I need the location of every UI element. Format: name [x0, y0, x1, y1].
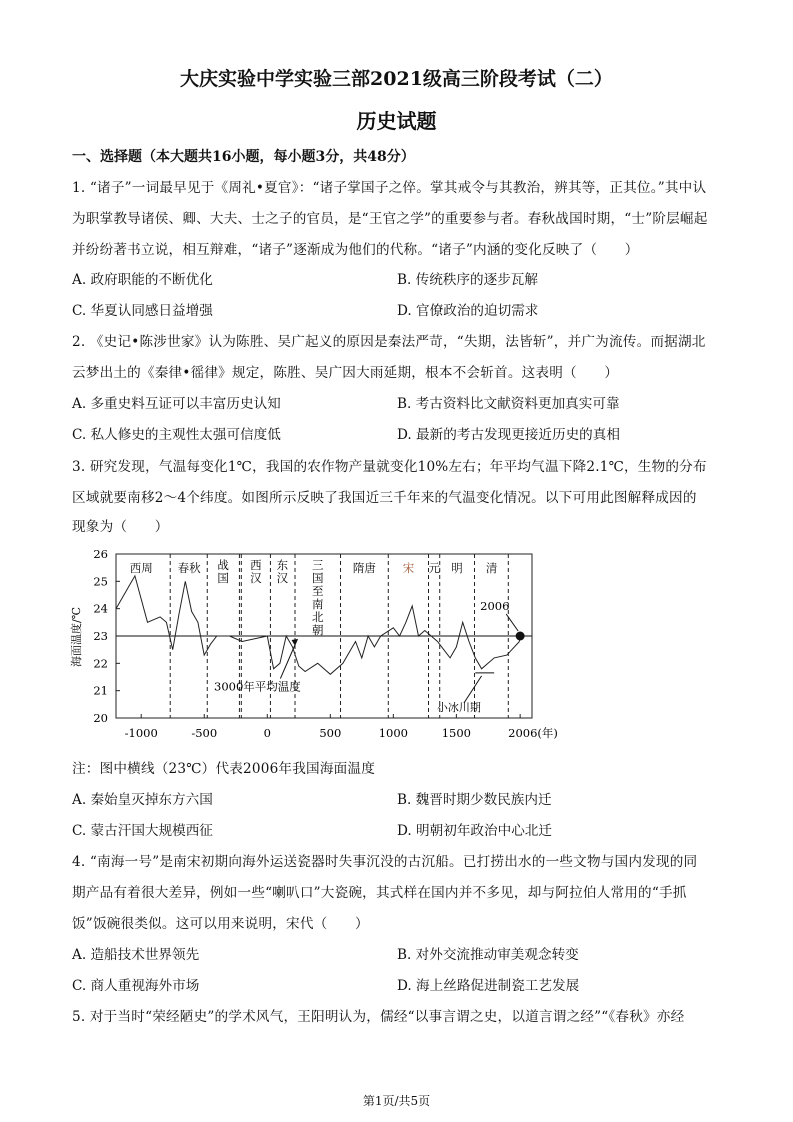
period-label-char: 西: [250, 558, 262, 572]
y-tick-label: 20: [93, 711, 108, 725]
y-tick-label: 22: [93, 656, 108, 671]
question-1-line-2: 为职掌教导诸侯、卿、大夫、士之子的官员，是“王官之学”的重要参与者。春秋战国时期，“士”阶层崛起: [72, 211, 708, 227]
q4-option-b: B. 对外交流推动审美观念转变: [397, 947, 579, 963]
period-label-char: 汉: [276, 571, 289, 585]
q3-option-c: C. 蒙古汗国大规模西征: [72, 823, 213, 839]
question-1-line-3: 并纷纷著书立说，相互辩难，“诸子”逐渐成为他们的代称。“诸子”内涵的变化反映了（ ）: [72, 242, 639, 258]
chart-note: 注：图中横线（23℃）代表2006年我国海面温度: [72, 761, 375, 777]
question-3-line-3: 现象为（ ）: [72, 519, 169, 535]
q3-option-d: D. 明朝初年政治中心北迁: [397, 823, 552, 839]
period-label-char: 国: [217, 571, 229, 585]
page-footer: 第1页/共5页: [362, 1094, 431, 1108]
period-label-vertical: [217, 558, 229, 585]
period-label-char: 至: [311, 584, 324, 598]
q3-option-a: A. 秦始皇灭掉东方六国: [72, 792, 213, 808]
y-tick-label: 26: [93, 547, 108, 561]
q2-option-c: C. 私人修史的主观性太强可信度低: [72, 427, 281, 443]
ice-age-arrow: [464, 676, 482, 703]
q4-option-c: C. 商人重视海外市场: [72, 978, 200, 994]
x-tick-label: 1500: [441, 726, 472, 740]
question-1-line-1: 1. “诸子”一词最早见于《周礼•夏官》：“诸子掌国子之倅。掌其戒令与其教治，辨其等，正其位。”其中认: [72, 180, 707, 196]
q1-option-d: D. 官僚政治的迫切需求: [397, 303, 539, 319]
period-label-char: 东: [276, 558, 289, 572]
baseline-annotation: 3000年平均温度: [214, 679, 301, 694]
period-label: 明: [451, 561, 463, 575]
q1-option-c: C. 华夏认同感日益增强: [72, 303, 213, 319]
period-label: 隋唐: [352, 561, 376, 575]
question-2-line-1: 2. 《史记•陈涉世家》认为陈胜、吴广起义的原因是秦法严苛，“失期，法皆斩”，并广为流传。而据湖北: [72, 334, 706, 350]
y-axis-label: 海面温度/℃: [70, 606, 83, 668]
x-tick-label: 1000: [378, 726, 408, 740]
q2-option-d: D. 最新的考古发现更接近历史的真相: [397, 427, 620, 443]
period-label: 元: [428, 561, 441, 575]
question-5-line-1: 5. 对于当时“荣经陋史”的学术风气，王阳明认为，儒经“以事言谓之史，以道言谓之经”“《春秋》亦经: [72, 1009, 685, 1025]
subject-title: 历史试题: [356, 109, 437, 133]
x-tick-label: 2006(年): [508, 726, 558, 740]
arrow-2006: [506, 614, 518, 631]
exam-title: 大庆实验中学实验三部2021级高三阶段考试（二）: [180, 68, 613, 90]
period-label-vertical: [312, 558, 324, 637]
baseline-arrow: [280, 639, 297, 679]
q1-option-b: B. 传统秩序的逐步瓦解: [397, 272, 538, 288]
question-4-line-1: 4. “南海一号”是南宋初期向海外运送瓷器时失事沉没的古沉船。已打捞出水的一些文物与国内发现的同: [72, 854, 698, 870]
period-label: 宋: [402, 561, 415, 575]
q4-option-a: A. 造船技术世界领先: [72, 947, 200, 963]
x-tick-label: -500: [191, 726, 218, 740]
q2-option-b: B. 考古资料比文献资料更加真实可靠: [397, 396, 620, 412]
x-tick-label: -1000: [124, 726, 158, 740]
q1-option-a: A. 政府职能的不断优化: [72, 272, 213, 288]
period-label-vertical: [277, 558, 289, 585]
period-label-char: 国: [311, 571, 324, 585]
question-3-line-2: 区域就要南移2～4个纬度。如图所示反映了我国近三千年来的气温变化情况。以下可用此图解释成因的: [72, 490, 697, 506]
period-label: 春秋: [177, 561, 201, 575]
question-3-line-1: 3. 研究发现，气温每变化1℃，我国的农作物产量就变化10%左右；年平均气温下降2.1℃，生物的分布: [72, 459, 707, 475]
x-tick-label: 500: [319, 726, 342, 740]
y-tick-label: 23: [93, 629, 108, 643]
period-label-char: 南: [311, 597, 324, 611]
x-tick-label: 0: [263, 726, 271, 740]
period-label-char: 三: [311, 558, 324, 572]
y-tick-label: 25: [93, 574, 108, 589]
question-4-line-2: 期产品有着很大差异，例如一些“喇叭口”大瓷碗，其式样在国内并不多见，却与阿拉伯人常用的“手抓: [72, 885, 687, 901]
period-label: 西周: [129, 561, 153, 575]
q3-option-b: B. 魏晋时期少数民族内迁: [397, 792, 552, 808]
q2-option-a: A. 多重史料互证可以丰富历史认知: [72, 396, 281, 412]
question-4-line-3: 饭”饭碗很类似。这可以用来说明，宋代（ ）: [72, 916, 369, 932]
period-label-char: 朝: [311, 623, 324, 637]
y-tick-label: 21: [93, 683, 108, 698]
ice-age-label: 小冰川期: [436, 701, 481, 715]
point-2006: [516, 632, 525, 641]
q4-option-d: D. 海上丝路促进制瓷工艺发展: [397, 978, 580, 994]
period-label-char: 战: [217, 558, 229, 572]
temperature-chart: [62, 542, 562, 747]
label-2006: 2006: [480, 599, 510, 613]
section-header: 一、选择题（本大题共16小题，每小题3分，共48分）: [72, 149, 415, 165]
y-tick-label: 24: [93, 601, 108, 616]
period-label-vertical: [250, 558, 262, 585]
period-label-char: 北: [311, 610, 324, 624]
period-label-char: 汉: [250, 571, 262, 585]
period-label: 清: [485, 561, 498, 575]
question-2-line-2: 云梦出土的《秦律•徭律》规定，陈胜、吴广因大雨延期，根本不会斩首。这表明（ ）: [72, 365, 619, 381]
